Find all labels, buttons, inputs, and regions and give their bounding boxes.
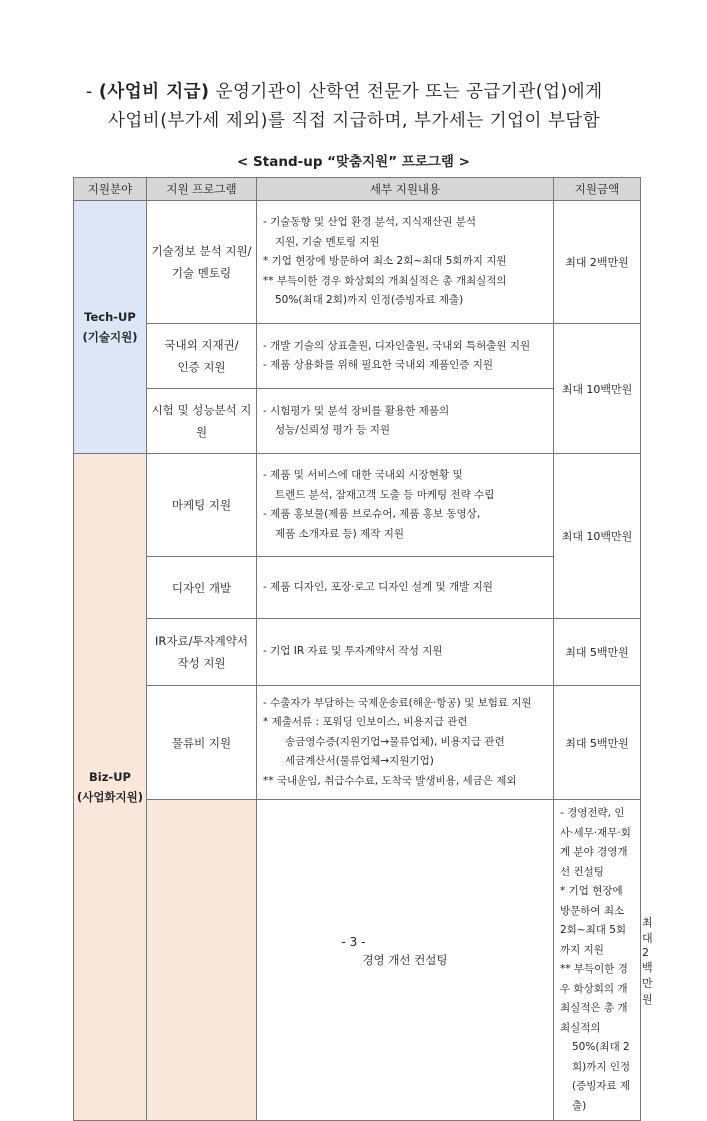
detail-cell [257,557,554,619]
detail-cell [554,800,641,1121]
program-cell [147,389,257,454]
header-program: 지원 프로그램 [147,178,257,201]
program-label: 기술 멘토링 [171,266,232,280]
amount-cell: 최대 10백만원 [554,454,641,619]
program-cell [147,201,257,324]
program-label: IR자료/투자계약서 [154,634,249,648]
page-number: - 3 - [341,935,366,949]
detail-line: 성능/신뢰성 평가 등 지원 [275,424,390,436]
detail-line: ** 부득이한 경우 화상회의 개최실적은 총 개최실적의 [560,963,628,1034]
detail-cell [257,389,554,454]
detail-line: ** 부득이한 경우 화상회의 개최실적은 총 개최실적의 [263,274,507,287]
program-label: 마케팅 지원 [171,498,232,512]
field-tech-up-sub: (기술지원) [82,330,138,344]
detail-line: 트렌드 분석, 잠재고객 도출 등 마케팅 전략 수립 [275,488,495,501]
detail-line: - 개발 기술의 상표출원, 디자인출원, 국내외 특허출원 지원 [263,339,531,352]
program-cell [147,324,257,389]
program-label: 시험 및 성능분석 지원 [151,403,252,439]
detail-line: 50%(최대 2회)까지 인정(증빙자료 제출) [572,1041,631,1112]
header-amount: 지원금액 [554,178,641,201]
field-biz-up-name: Biz-UP [89,770,131,784]
table-row: 경영 개선 컨설팅 - 경영전략, 인사·세무·재무·회계 분야 경영개선 컨설팅 * 기업 현장에 방문하여 최소 2회~최대 5회까지 지원 ** 부득이한 경우 화상회의 개최실적은 총 개최실적의 50%(최대 2회)까지 인정(증빙자료 제출) 최대 2백만원 [74,800,641,1121]
intro-paragraph [86,78,666,136]
intro-line-1 [86,78,666,107]
detail-line: - 제품 홍보물(제품 브로슈어, 제품 홍보 동영상, [263,508,481,520]
program-label: 기술정보 분석 지원/ [151,244,252,258]
amount-cell: 최대 10백만원 [554,324,641,454]
table-row [74,619,641,686]
detail-cell [257,686,554,800]
header-details: 세부 지원내용 [257,178,554,201]
detail-line: - 기업 IR 자료 및 투자계약서 작성 지원 [263,645,443,658]
intro-bold-label: (사업비 지급) [98,82,210,102]
program-label: 작성 지원 [177,656,226,670]
detail-line: 지원, 기술 멘토링 지원 [275,235,380,248]
amount-cell: 최대 5백만원 [554,619,641,686]
detail-line: * 기업 현장에 방문하여 최소 2회~최대 5회까지 지원 [560,885,627,956]
header-field: 지원분야 [74,178,147,201]
table-row [74,686,641,800]
intro-dash: - [86,82,93,102]
detail-line: - 기술동향 및 산업 환경 분석, 지식재산권 분석 [263,216,477,229]
intro-line-1-text: 운영기관이 산학연 전문가 또는 공급기관(업)에게 [215,82,603,102]
program-cell [147,454,257,557]
program-cell [257,800,554,1121]
detail-cell [257,324,554,389]
detail-line: 50%(최대 2회)까지 인정(증빙자료 제출) [275,294,464,307]
detail-line: ** 국내운임, 취급수수료, 도착국 발생비용, 세금은 제외 [263,774,517,787]
program-cell [147,686,257,800]
program-label: 경영 개선 컨설팅 [362,953,448,967]
detail-line: 세금계산서(물류업체→지원기업) [285,755,434,768]
amount-cell: 최대 2백만원 [554,201,641,324]
field-biz-up-sub: (사업화지원) [76,790,144,804]
intro-line-2: 사업비(부가세 제외)를 직접 지급하며, 부가세는 기업이 부담함 [108,111,601,131]
table-row [74,201,641,324]
field-biz-up [74,454,147,1121]
table-row [74,454,641,557]
field-biz-up-continued [147,800,257,1121]
detail-line: - 시험평가 및 분석 장비를 활용한 제품의 [263,404,450,417]
amount-cell: 최대 5백만원 [554,686,641,800]
program-label: 인증 지원 [177,360,226,374]
support-program-table [73,177,653,1121]
detail-cell [257,619,554,686]
field-tech-up [74,201,147,454]
table-title: < Stand-up “맞춤지원” 프로그램 > [237,154,470,170]
table-header-row [74,178,641,201]
table-row [74,324,641,389]
detail-cell [257,201,554,324]
detail-line: - 제품 상용화를 위해 필요한 국내외 제품인증 지원 [263,359,494,371]
detail-line: - 제품 디자인, 포장·로고 디자인 설계 및 개발 지원 [263,580,493,593]
program-label: 국내외 지재권/ [164,338,239,352]
detail-line: * 제출서류 : 포워딩 인보이스, 비용지급 관련 [263,716,468,729]
detail-line: - 수출자가 부담하는 국제운송료(해운·항공) 및 보험료 지원 [263,696,532,709]
detail-cell [257,454,554,557]
program-cell [147,557,257,619]
detail-line: 제품 소개자료 등) 제작 지원 [275,527,405,540]
program-label: 물류비 지원 [171,735,232,750]
program-label: 디자인 개발 [171,580,232,595]
program-cell [147,619,257,686]
detail-line: * 기업 현장에 방문하여 최소 2회~최대 5회까지 지원 [263,255,507,268]
field-tech-up-name: Tech-UP [84,310,136,324]
detail-line: - 제품 및 서비스에 대한 국내외 시장현황 및 [263,469,463,481]
detail-line: - 경영전략, 인사·세무·재무·회계 분야 경영개선 컨설팅 [560,807,631,878]
detail-line: 송금영수증(지원기업→물류업체), 비용지급 관련 [285,735,505,748]
